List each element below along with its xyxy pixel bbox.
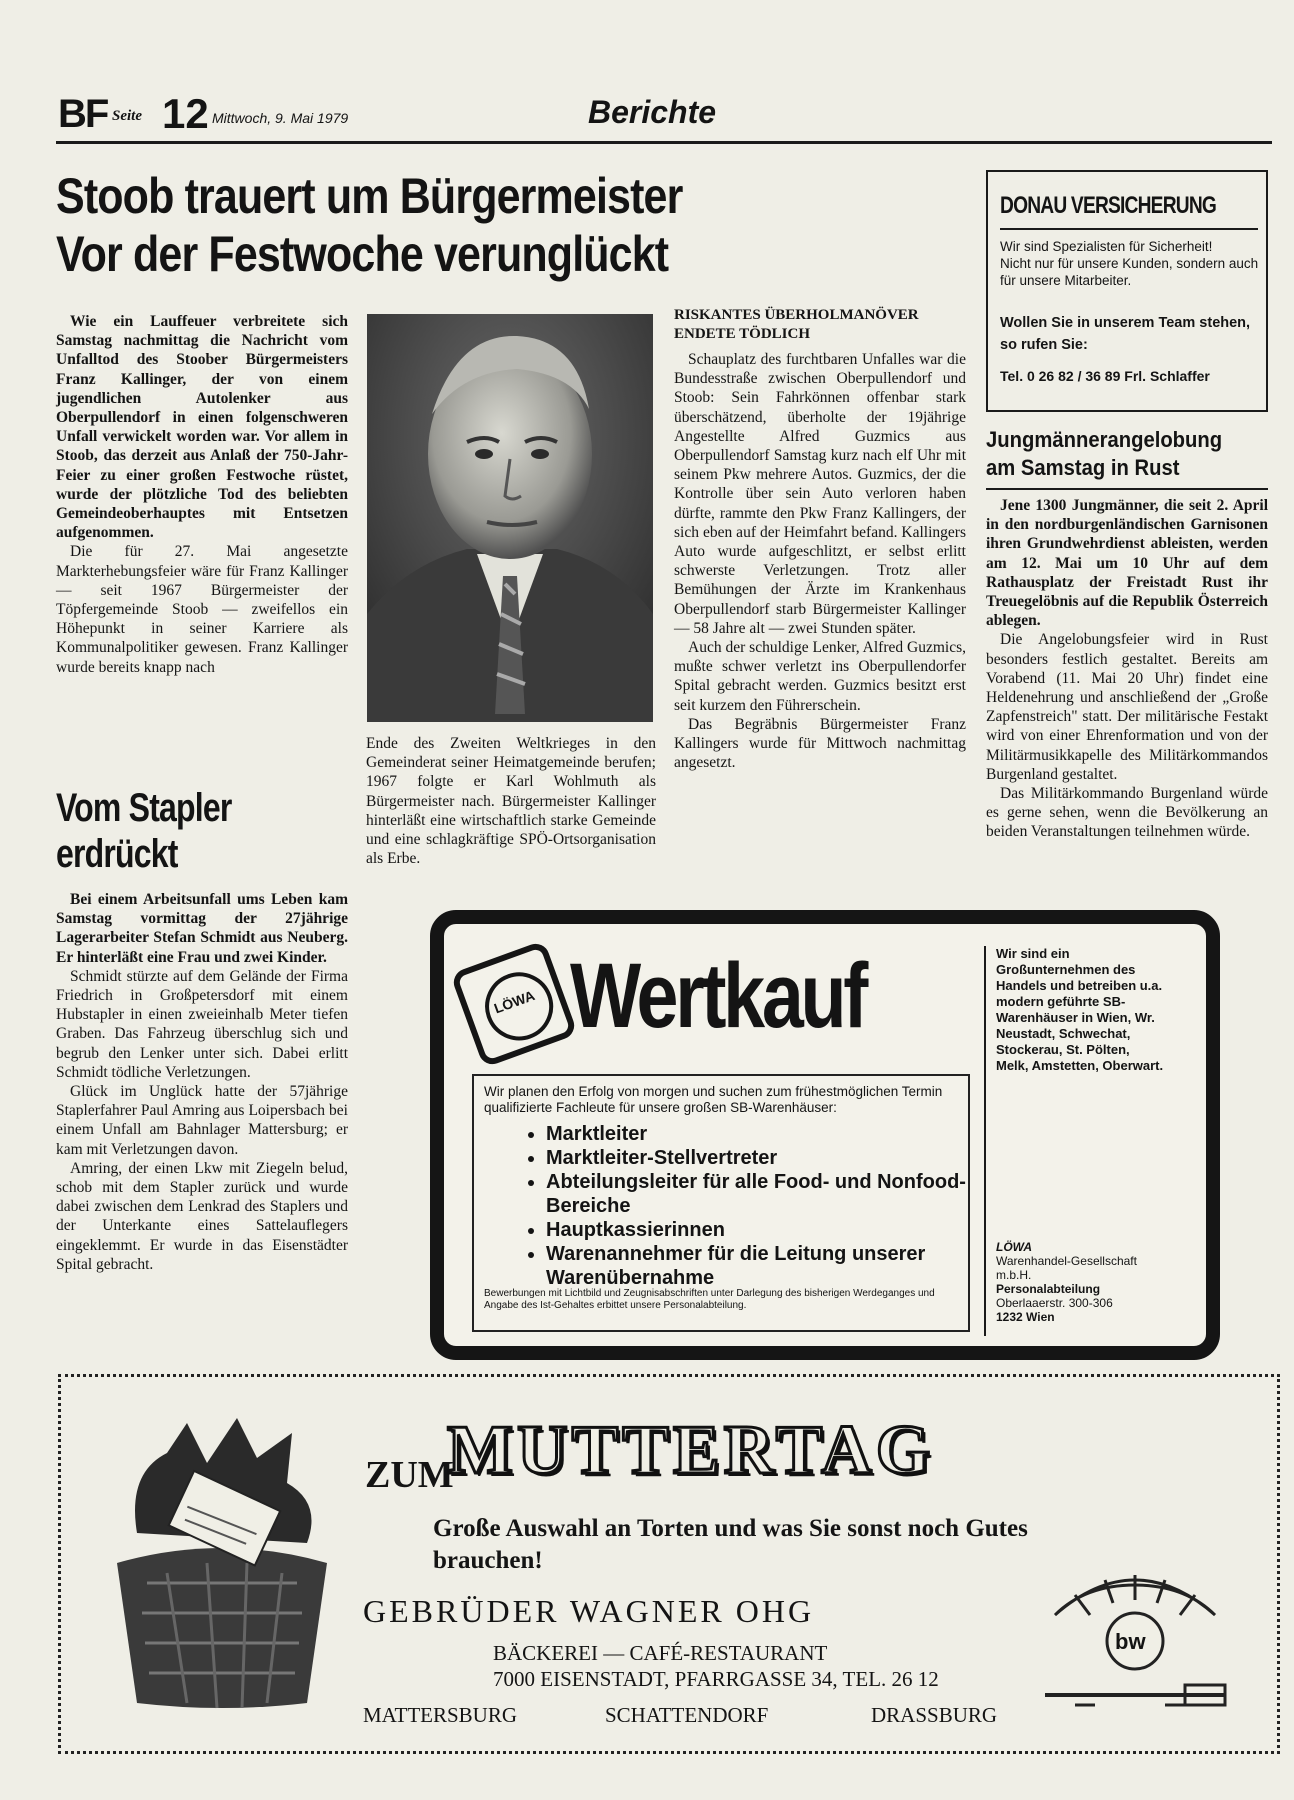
branch-mattersburg: MATTERSBURG <box>363 1703 518 1727</box>
position-item: • Abteilungsleiter für alle Food- und Nonfood-Bereiche <box>546 1170 966 1218</box>
mayor-portrait-photo <box>367 314 653 722</box>
rust-paragraph: Die Angelobungsfeier wird in Rust besonders festlich gestaltet. Bereits am Vorabend (11. Mai 20 Uhr) findet eine Heldenehrung und anschließend der „Große Zapfenstreich" statt. Der militärische Festakt wird von einer Ehrenformation und von der Militärmusikkapelle des Militärkommandos Burgenland gestaltet. <box>986 631 1268 783</box>
rust-headline-1: Jungmännerangelobung <box>986 427 1223 452</box>
muttertag-ad <box>58 1374 1280 1754</box>
stapler-headline-1: Vom Stapler <box>56 786 232 830</box>
rust-article-body <box>986 496 1268 842</box>
wertkauf-contact <box>996 1240 1164 1324</box>
rust-headline-rule <box>986 488 1268 490</box>
position-item: • Marktleiter <box>546 1122 966 1146</box>
donau-ad-text <box>1000 238 1262 289</box>
article-subheading: RISKANTES ÜBERHOLMANÖVER ENDETE TÖDLICH <box>674 307 919 342</box>
stapler-lead: Bei einem Arbeitsunfall ums Leben kam Samstag vormittag der 27jährige Lagerarbeiter Stefan Schmidt aus Neuberg. Er hinterläßt eine Frau und zwei Kinder. <box>56 891 348 966</box>
main-article-col2 <box>366 734 656 868</box>
wertkauf-intro: Wir planen den Erfolg von morgen und suchen zum frühestmöglichen Termin qualifizierte Fachleute für unsere großen SB-Warenhäuser: <box>484 1084 943 1115</box>
donau-ad-phone: Tel. 0 26 82 / 36 89 Frl. Schlaffer <box>1000 368 1210 384</box>
contact-line: Personalabteilung <box>996 1282 1101 1296</box>
article-paragraph: Schauplatz des furchtbaren Unfalles war die Bundesstraße zwischen Oberpullendorf und Stoob: Sein Fahrkönnen offenbar stark überschätzend, überholte der 19jährige Angestellte Alfred Guzmics aus Oberpullendorf Samstag kurz nach elf Uhr mit seinem Pkw mehrere Autos. Guzmics, der die Kontrolle über sein Auto verloren haben dürfte, rammte den Pkw Franz Kallingers, der sich eben auf der Heimfahrt befand. Kallingers Auto wurde aufgeschlitzt, er selbst erlitt schwerste Verletzungen. Trotz aller Bemühungen der Ärzte im Krankenhaus Oberpullendorf starb Bürgermeister Kallinger — 58 Jahre alt — zwei Stunden später. <box>674 351 966 637</box>
stapler-article-body <box>56 890 348 1274</box>
muttertag-zum: ZUM <box>365 1454 454 1496</box>
headline-secondary: Vor der Festwoche verunglückt <box>56 226 669 282</box>
contact-line: 1232 Wien <box>996 1310 1055 1324</box>
stapler-paragraph: Schmidt stürzte auf dem Gelände der Firma Friedrich in Großpetersdorf mit einem Hubstapler in einen zweieinhalb Meter tiefen Graben. Das Fahrzeug überschlug sich und begrub den Lenker unter sich. Dabei erlitt Schmidt tödliche Verletzungen. <box>56 967 348 1081</box>
page-label: Seite <box>112 108 142 124</box>
article-paragraph: Auch der schuldige Lenker, Alfred Guzmics, mußte schwer verletzt ins Oberpullendorfer Spital gebracht werden. Guzmics besitzt erst seit kurzem den Führerschein. <box>674 639 966 714</box>
bw-logo-text: bw <box>1115 1629 1146 1654</box>
wertkauf-company-info: Wir sind ein Großunternehmen des Handels und betreiben u.a. modern geführte SB-Warenhäuser in Wien, Wr. Neustadt, Schwechat, Stockerau, St. Pölten, Melk, Amstetten, Oberwart. <box>996 946 1164 1073</box>
loewa-badge-text: LÖWA <box>491 987 537 1017</box>
headline-primary: Stoob trauert um Bürgermeister <box>56 168 683 224</box>
position-item: • Marktleiter-Stellvertreter <box>546 1146 966 1170</box>
bakery-address: 7000 EISENSTADT, PFARRGASSE 34, TEL. 26 12 <box>493 1667 939 1691</box>
page-number: 12 <box>162 90 209 137</box>
bakery-name: GEBRÜDER WAGNER OHG <box>363 1593 815 1629</box>
article-paragraph: Das Begräbnis Bürgermeister Franz Kallingers wurde für Mittwoch nachmittag angesetzt. <box>674 715 966 772</box>
wertkauf-brand: Wertkauf <box>570 945 866 1047</box>
branch-drassburg: DRASSBURG <box>871 1703 998 1727</box>
stapler-paragraph: Amring, der einen Lkw mit Ziegeln belud, schob mit dem Stapler zurück und wurde dabei zwischen dem Lenkrad des Staplers und der Unterkante eines Sattelauflegers eingeklemmt. Er wurde in das Eisenstädter Spital gebracht. <box>56 1159 348 1273</box>
wertkauf-job-ad <box>430 910 1220 1360</box>
muttertag-tagline: Große Auswahl an Torten und was Sie sonst noch Gutes brauchen! <box>433 1515 1028 1574</box>
section-title: Berichte <box>588 94 717 130</box>
main-article-col3 <box>674 306 966 772</box>
wertkauf-positions <box>526 1122 966 1290</box>
rust-headline-2: am Samstag in Rust <box>986 455 1180 480</box>
wertkauf-footer: Bewerbungen mit Lichtbild und Zeugnisabschriften unter Darlegung des bisherigen Werdeganges und Angabe des Ist-Gehaltes erbittet unsere Personalabteilung. <box>484 1288 935 1311</box>
wertkauf-offer-box <box>472 1074 970 1332</box>
rust-paragraph: Das Militärkommando Burgenland würde es gerne sehen, wenn die Bevölkerung an beiden Veranstaltungen teilnehmen würde. <box>986 785 1268 841</box>
newspaper-logo: BF <box>58 92 108 136</box>
loewa-logo: LÖWA <box>996 1240 1032 1254</box>
position-item: • Warenannehmer für die Leitung unserer Warenübernahme <box>546 1242 966 1290</box>
donau-ad-line: Nicht nur für unsere Kunden, sondern auch für unsere Mitarbeiter. <box>1000 256 1259 288</box>
position-item: • Hauptkassierinnen <box>546 1218 966 1242</box>
branch-schattendorf: SCHATTENDORF <box>605 1703 769 1727</box>
stapler-paragraph: Glück im Unglück hatte der 57jährige Staplerfahrer Paul Amring aus Loipersbach bei einem Unfall am Bahnlager Mattersburg; er kam mit Verletzungen davon. <box>56 1083 348 1158</box>
issue-date: Mittwoch, 9. Mai 1979 <box>212 110 349 126</box>
masthead <box>58 88 1270 144</box>
donau-ad-divider <box>1000 228 1258 230</box>
rust-lead: Jene 1300 Jungmänner, die seit 2. April in den nordburgenländischen Garnisonen ihren Grundwehrdienst ableisten, werden am 12. Mai um 10 Uhr auf dem Rathausplatz der Freistadt Rust ihr Treuegelöbnis auf die Republik Österreich ablegen. <box>986 497 1268 630</box>
stapler-headline-2: erdrückt <box>56 832 178 876</box>
loewa-badge <box>450 940 578 1068</box>
contact-line: Oberlaaerstr. 300-306 <box>996 1296 1113 1310</box>
wertkauf-side-divider <box>984 946 986 1336</box>
donau-versicherung-ad <box>986 170 1268 412</box>
muttertag-title: MUTTERTAG <box>447 1412 935 1489</box>
cake-gift-illustration <box>107 1413 337 1713</box>
article-lead: Wie ein Lauffeuer verbreitete sich Samstag nachmittag die Nachricht vom Unfalltod des Stoober Bürgermeisters Franz Kallinger, der von einem jugendlichen Autolenker aus Oberpullendorf in einen folgenschweren Unfall verwickelt worden war. Vor allem in Stoob, das derzeit aus Anlaß der 750-Jahr-Feier zu einer großen Festwoche rüstet, wurde der plötzliche Tod des beliebten Gemeindeoberhauptes mit Entsetzen aufgenommen. <box>56 313 348 542</box>
donau-ad-title: DONAU VERSICHERUNG <box>1000 192 1217 219</box>
article-paragraph: Die für 27. Mai angesetzte Markterhebungsfeier wäre für Franz Kallinger — seit 1967 Bürgermeister der Töpfergemeinde Stoob — zweifellos ein Höhepunkt in seiner Karriere als Kommunalpolitiker gewesen. Franz Kallinger wurde bereits knapp nach <box>56 543 348 676</box>
masthead-rule <box>56 141 1272 144</box>
portrait-illustration <box>367 314 653 722</box>
contact-line: Warenhandel-Gesellschaft m.b.H. <box>996 1254 1137 1282</box>
donau-ad-invite: Wollen Sie in unserem Team stehen, so rufen Sie: <box>1000 315 1251 353</box>
main-article-col1 <box>56 312 348 677</box>
article-paragraph: Ende des Zweiten Weltkrieges in den Gemeinderat seiner Heimatgemeinde berufen; 1967 folgte er Karl Wohlmuth als Bürgermeister nach. Bürgermeister Kallinger hinterläßt eine wirtschaftlich starke Gemeinde und eine schlagkräftige SPÖ-Ortsorganisation als Erbe. <box>366 735 656 868</box>
bakery-type: BÄCKEREI — CAFÉ-RESTAURANT <box>493 1641 828 1665</box>
donau-ad-line: Wir sind Spezialisten für Sicherheit! <box>1000 239 1213 254</box>
